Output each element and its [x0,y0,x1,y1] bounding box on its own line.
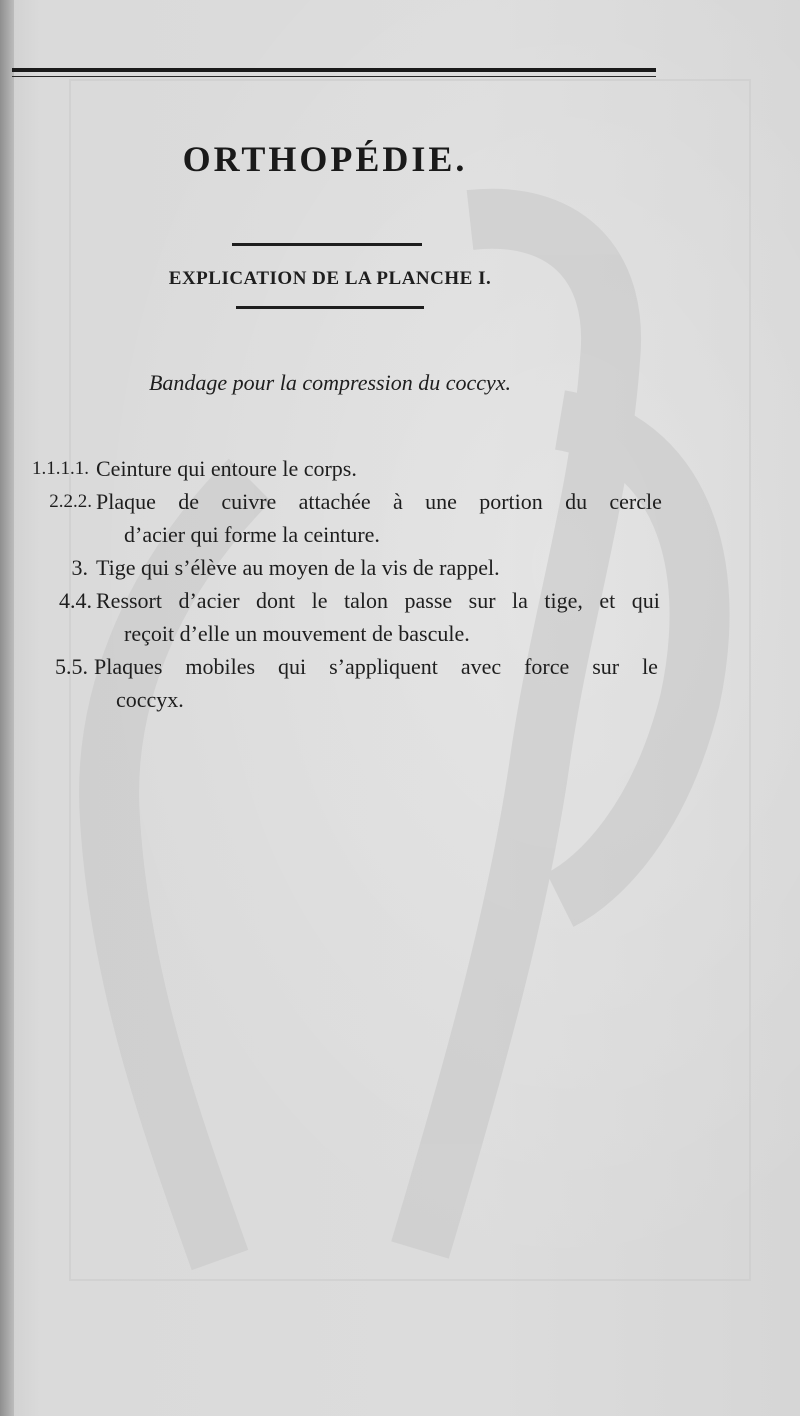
top-rule-thick [12,68,656,72]
legend-word: tige, [544,588,583,613]
legend-word: sur [468,588,496,613]
legend-word: le [311,588,328,613]
legend-word: qui [631,588,660,613]
legend-number: 1.1.1.1. [32,458,89,479]
legend-word: et [599,588,616,613]
legend-entry [0,485,680,551]
legend-entry [0,650,680,716]
legend-word: le [642,654,658,679]
legend-word: de [178,489,199,514]
legend-text [0,485,662,518]
legend-text: Ceinture qui entoure le corps. [96,456,357,481]
legend-number: 5.5. [55,654,88,679]
legend-text: Tige qui s’élève au moyen de la vis de rappel. [96,555,500,580]
legend-word: d’acier [178,588,240,613]
legend-word: portion [479,489,543,514]
legend-word: attachée [298,489,371,514]
title-rule-lower [236,306,424,309]
legend-word: à [393,489,403,514]
page-title: ORTHOPÉDIE. [182,139,468,179]
legend-word: mobiles [185,654,256,679]
legend-word: qui [278,654,307,679]
section-heading: EXPLICATION DE LA PLANCHE I. [168,268,492,289]
legend-word: force [524,654,570,679]
top-rule-thin [12,76,656,77]
figure-caption: Bandage pour la compression du coccyx. [148,370,512,395]
legend-list [0,452,680,716]
legend-entry [0,551,680,584]
legend-word: dont [256,588,296,613]
legend-word: talon [344,588,389,613]
legend-text [0,584,660,617]
legend-word: s’appliquent [329,654,438,679]
legend-word: passe [404,588,453,613]
legend-text-continued: reçoit d’elle un mouvement de bascule. [124,621,470,646]
legend-number: 4.4. [59,588,92,613]
legend-word: du [565,489,588,514]
title-rule-upper [232,243,422,246]
legend-text [0,650,658,683]
legend-word: la [512,588,528,613]
legend-word: Plaque [96,489,156,514]
legend-entry [0,584,680,650]
legend-word: cuivre [221,489,277,514]
legend-text-continued: coccyx. [116,687,184,712]
legend-word: sur [592,654,620,679]
legend-entry [0,452,680,485]
legend-word: cercle [609,489,662,514]
legend-text-continued: d’acier qui forme la ceinture. [124,522,380,547]
legend-number: 2.2.2. [49,491,92,512]
legend-word: avec [460,654,502,679]
legend-word: Plaques [94,654,163,679]
legend-number: 3. [71,555,88,580]
legend-word: Ressort [96,588,162,613]
legend-word: une [425,489,457,514]
